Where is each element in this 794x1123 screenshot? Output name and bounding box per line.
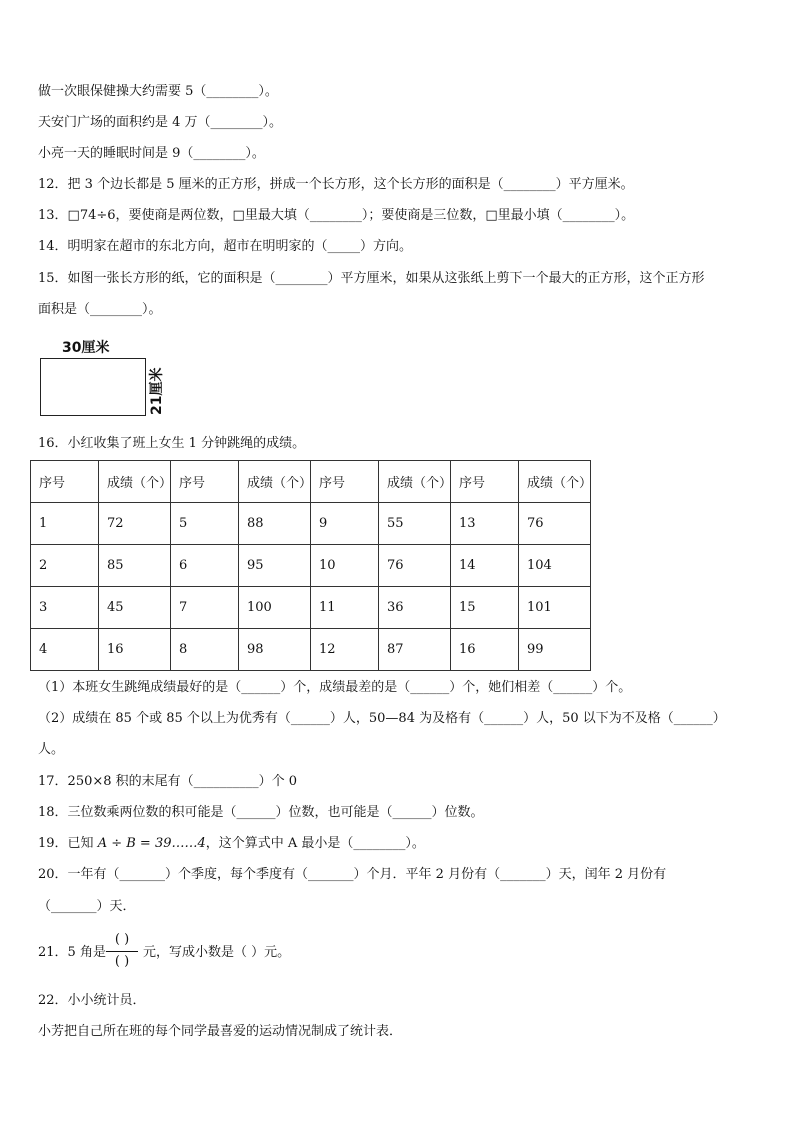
table-cell: 2 — [31, 545, 99, 587]
table-cell: 55 — [379, 503, 451, 545]
table-cell: 3 — [31, 587, 99, 629]
table-cell: 13 — [451, 503, 519, 545]
table-header-cell: 序号 — [171, 461, 239, 503]
table-cell: 76 — [379, 545, 451, 587]
question-13: 13．□74÷6，要使商是两位数，□里最大填（________）；要使商是三位数，□里最小填（________）。 — [38, 208, 635, 223]
table-row — [31, 587, 591, 629]
rectangle-shape — [40, 358, 146, 416]
table-cell: 8 — [171, 629, 239, 671]
question-22-description: 小芳把自己所在班的每个同学最喜爱的运动情况制成了统计表． — [38, 1024, 403, 1039]
question-16-part2-line2: 人。 — [38, 742, 65, 757]
rectangle-width-label: 30厘米 — [62, 340, 110, 356]
table-cell: 76 — [519, 503, 591, 545]
question-16: 16．小红收集了班上女生 1 分钟跳绳的成绩。 — [38, 436, 306, 451]
table-header-cell: 成绩（个） — [99, 461, 171, 503]
table-cell: 9 — [311, 503, 379, 545]
table-cell: 11 — [311, 587, 379, 629]
question-15-line2: 面积是（________）。 — [38, 302, 162, 317]
question-19-suffix: ，这个算式中 A 最小是（________）。 — [205, 836, 425, 851]
line-eye-exercise: 做一次眼保健操大约需要 5（________）。 — [38, 84, 278, 99]
table-cell: 1 — [31, 503, 99, 545]
table-cell: 16 — [451, 629, 519, 671]
table-cell: 10 — [311, 545, 379, 587]
table-header-cell: 成绩（个） — [519, 461, 591, 503]
question-14: 14．明明家在超市的东北方向，超市在明明家的（_____）方向。 — [38, 239, 413, 254]
table-header-cell: 序号 — [451, 461, 519, 503]
question-16-part1: （1）本班女生跳绳成绩最好的是（______）个，成绩最差的是（______）个，她们相差（______）个。 — [38, 680, 632, 695]
rectangle-height-label: 21厘米 — [149, 367, 165, 415]
table-cell: 4 — [31, 629, 99, 671]
fraction-bar — [106, 951, 138, 952]
table-header-row — [31, 461, 591, 503]
question-21-suffix: 元，写成小数是（ ）元。 — [143, 945, 291, 960]
table-cell: 5 — [171, 503, 239, 545]
table-cell: 36 — [379, 587, 451, 629]
rectangle-figure — [38, 337, 178, 417]
table-cell: 99 — [519, 629, 591, 671]
line-sleep-time: 小亮一天的睡眠时间是 9（________）。 — [38, 146, 265, 161]
question-20-line2: （_______）天． — [38, 899, 136, 914]
scores-table — [30, 460, 591, 671]
table-cell: 16 — [99, 629, 171, 671]
fraction-denominator: ( ) — [114, 954, 130, 969]
table-cell: 7 — [171, 587, 239, 629]
line-square-area: 天安门广场的面积约是 4 万（________）。 — [38, 115, 283, 130]
table-cell: 45 — [99, 587, 171, 629]
table-header-cell: 成绩（个） — [239, 461, 311, 503]
question-21-prefix: 21．5 角是 — [38, 945, 106, 960]
question-20-line1: 20．一年有（_______）个季度，每个季度有（_______）个月．平年 2 月份有（_______）天，闰年 2 月份有 — [38, 867, 667, 882]
table-cell: 87 — [379, 629, 451, 671]
question-19-prefix: 19．已知 — [38, 836, 98, 851]
table-header-cell: 序号 — [311, 461, 379, 503]
table-cell: 72 — [99, 503, 171, 545]
question-12: 12．把 3 个边长都是 5 厘米的正方形，拼成一个长方形，这个长方形的面积是（________）平方厘米。 — [38, 177, 634, 192]
question-22: 22．小小统计员． — [38, 993, 146, 1008]
table-cell: 88 — [239, 503, 311, 545]
question-19-formula: A ÷ B = 39……4 — [97, 836, 206, 851]
table-cell: 14 — [451, 545, 519, 587]
question-16-part2-line1: （2）成绩在 85 个或 85 个以上为优秀有（______）人，50—84 为及格有（______）人，50 以下为不及格（______） — [38, 711, 726, 726]
table-cell: 100 — [239, 587, 311, 629]
table-cell: 6 — [171, 545, 239, 587]
table-cell: 101 — [519, 587, 591, 629]
question-19 — [38, 836, 425, 852]
table-cell: 85 — [99, 545, 171, 587]
table-cell: 98 — [239, 629, 311, 671]
question-17: 17．250×8 积的末尾有（__________）个 0 — [38, 774, 298, 789]
fraction-blank — [104, 932, 140, 972]
question-18: 18．三位数乘两位数的积可能是（______）位数，也可能是（______）位数。 — [38, 805, 484, 820]
fraction-numerator: ( ) — [114, 932, 130, 947]
table-row — [31, 503, 591, 545]
question-15-line1: 15．如图一张长方形的纸，它的面积是（________）平方厘米，如果从这张纸上剪下一个最大的正方形，这个正方形 — [38, 271, 705, 286]
table-cell: 104 — [519, 545, 591, 587]
table-row — [31, 545, 591, 587]
table-row — [31, 629, 591, 671]
table-cell: 95 — [239, 545, 311, 587]
table-cell: 15 — [451, 587, 519, 629]
table-header-cell: 序号 — [31, 461, 99, 503]
table-cell: 12 — [311, 629, 379, 671]
table-header-cell: 成绩（个） — [379, 461, 451, 503]
